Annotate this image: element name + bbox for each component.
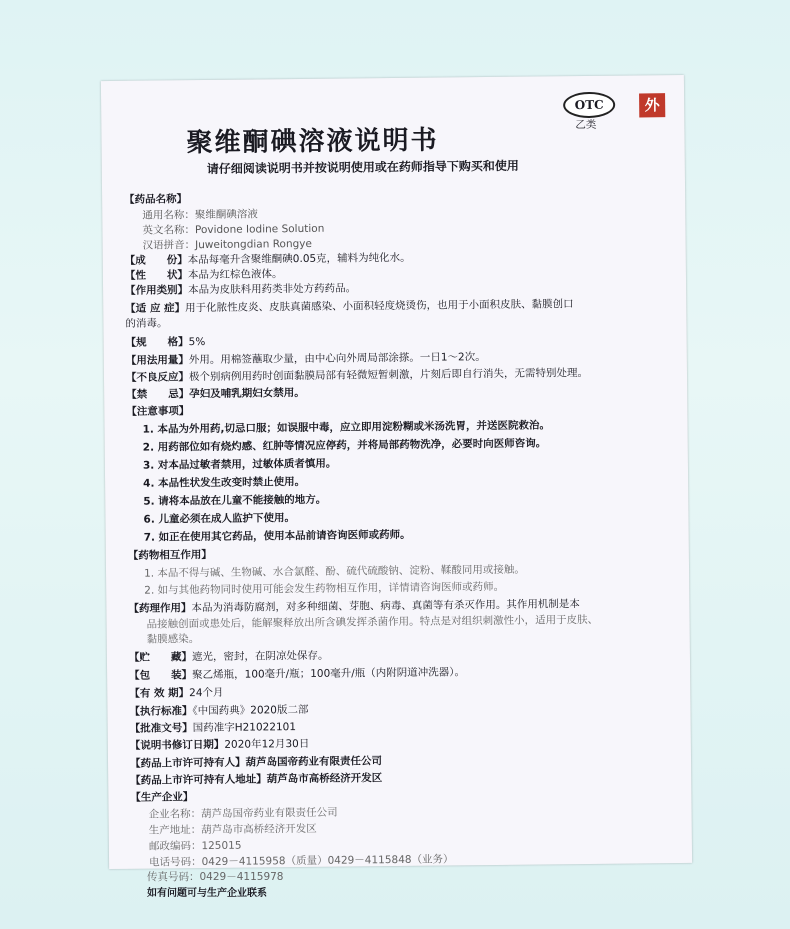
indications-row bbox=[125, 297, 573, 316]
instruction-leaflet bbox=[101, 75, 692, 869]
interaction-item: 1. 本品不得与碱、生物碱、水合氯醛、酚、硫代硫酸钠、淀粉、鞣酸同用或接触。 bbox=[143, 563, 525, 580]
english-name: 英文名称：Povidone Iodine Solution bbox=[142, 222, 325, 237]
package-row bbox=[129, 665, 465, 683]
otc-class-label: 乙类 bbox=[575, 118, 597, 132]
contact-note: 如有问题可与生产企业联系 bbox=[147, 888, 267, 899]
precaution-item: 7. 如正在使用其它药品，使用本品前请咨询医师或药师。 bbox=[143, 528, 411, 544]
approval-row bbox=[130, 720, 296, 736]
composition-text: 本品每毫升含聚维酮碘0.05克，辅料为纯化水。 bbox=[187, 251, 411, 267]
external-use-badge: 外 bbox=[639, 93, 665, 117]
indications-text: 用于化脓性皮炎、皮肤真菌感染、小面积轻度烧烫伤，也用于小面积皮肤、黏膜创口 bbox=[185, 298, 574, 315]
standard-text: 《中国药典》2020版二部 bbox=[192, 703, 309, 718]
precaution-item: 4. 本品性状发生改变时禁止使用。 bbox=[143, 475, 306, 490]
approval-label: 【批准文号】 bbox=[129, 722, 193, 735]
manufacturer-name: 企业名称：葫芦岛国帝药业有限责任公司 bbox=[148, 806, 338, 821]
holder-address-text: 葫芦岛市高桥经济开发区 bbox=[266, 772, 383, 786]
storage-label: 【贮 藏】 bbox=[128, 651, 192, 664]
contra-row bbox=[126, 386, 305, 402]
indications-text-cont: 的消毒。 bbox=[125, 317, 168, 330]
pinyin-name: 汉语拼音：Juweitongdian Rongye bbox=[142, 237, 312, 252]
dosage-row bbox=[126, 350, 486, 368]
approval-text: 国药准字H21022101 bbox=[192, 721, 297, 735]
manufacturer-address: 生产地址：葫芦岛市高桥经济开发区 bbox=[148, 822, 317, 837]
validity-text: 24个月 bbox=[189, 686, 224, 700]
indications-label: 【适 应 症】 bbox=[125, 302, 186, 315]
dosage-text: 外用。用棉签蘸取少量，由中心向外周局部涂搽。一日1～2次。 bbox=[188, 351, 486, 367]
composition-label: 【成 份】 bbox=[124, 254, 188, 267]
composition-row bbox=[125, 251, 411, 268]
pharmacology-label: 【药理作用】 bbox=[128, 602, 192, 615]
adverse-text: 极个别病例用药时创面黏膜局部有轻微短暂刺激，片刻后即自行消失，无需特别处理。 bbox=[188, 366, 589, 384]
spec-label: 【规 格】 bbox=[125, 336, 189, 349]
precautions-label: 【注意事项】 bbox=[126, 405, 190, 418]
validity-label: 【有 效 期】 bbox=[129, 687, 190, 700]
manufacturer-fax: 传真号码：0429－4115978 bbox=[147, 871, 284, 883]
revision-text: 2020年12月30日 bbox=[224, 737, 310, 751]
interaction-item: 2. 如与其他药物同时使用可能会发生药物相互作用，详情请咨询医师或药师。 bbox=[144, 580, 505, 597]
standard-label: 【执行标准】 bbox=[129, 705, 193, 718]
package-label: 【包 装】 bbox=[129, 669, 193, 682]
validity-row bbox=[129, 686, 223, 701]
revision-row bbox=[130, 737, 310, 753]
document-title: 聚维酮碘溶液说明书 bbox=[186, 125, 439, 159]
standard-row bbox=[129, 703, 308, 719]
pharmacology-text-cont: 黏膜感染。 bbox=[146, 633, 200, 646]
common-name: 通用名称：聚维酮碘溶液 bbox=[142, 208, 258, 222]
storage-row bbox=[129, 649, 329, 665]
dosage-label: 【用法用量】 bbox=[125, 354, 189, 367]
adverse-row bbox=[126, 366, 588, 385]
manufacturer-phone: 电话号码：0429－4115958（质量）0429－4115848（业务） bbox=[149, 853, 454, 869]
otc-badge: OTC bbox=[563, 92, 615, 119]
package-text: 聚乙烯瓶，100毫升/瓶；100毫升/瓶（内附阴道冲洗器）。 bbox=[192, 666, 466, 682]
holder-address-row bbox=[130, 771, 382, 788]
pharmacology-text-cont: 品接触创面或患处后，能解聚释放出所含碘发挥杀菌作用。特点是对组织刺激性小，适用于皮肤、 bbox=[146, 613, 599, 631]
precaution-item: 2. 用药部位如有烧灼感、红肿等情况应停药，并将局部药物洗净，必要时向医师咨询。 bbox=[142, 437, 547, 454]
revision-label: 【说明书修订日期】 bbox=[129, 738, 225, 752]
holder-text: 葫芦岛国帝药业有限责任公司 bbox=[245, 755, 383, 769]
adverse-label: 【不良反应】 bbox=[125, 371, 190, 384]
manufacturer-label: 【生产企业】 bbox=[130, 791, 194, 804]
interactions-label: 【药物相互作用】 bbox=[127, 548, 212, 562]
holder-row bbox=[130, 754, 382, 771]
appearance-label: 【性 状】 bbox=[124, 269, 188, 282]
precaution-item: 1. 本品为外用药,切忌口服；如误服中毒，应立即用淀粉糊或米汤洗胃，并送医院救治。 bbox=[142, 419, 551, 436]
manufacturer-postcode: 邮政编码：125015 bbox=[148, 839, 242, 853]
precaution-item: 3. 对本品过敏者禁用，过敏体质者慎用。 bbox=[142, 457, 337, 472]
precaution-item: 6. 儿童必须在成人监护下使用。 bbox=[143, 512, 295, 526]
document-subtitle: 请仔细阅读说明书并按说明使用或在药师指导下购买和使用 bbox=[206, 158, 519, 176]
appearance-row bbox=[125, 267, 283, 283]
pharmacology-text: 本品为消毒防腐剂，对多种细菌、芽胞、病毒、真菌等有杀灭作用。其作用机制是本 bbox=[191, 598, 580, 615]
holder-address-label: 【药品上市许可持有人地址】 bbox=[130, 773, 267, 787]
contra-text: 孕妇及哺乳期妇女禁用。 bbox=[189, 386, 305, 401]
spec-text: 5% bbox=[188, 335, 206, 349]
appearance-text: 本品为红棕色液体。 bbox=[187, 268, 283, 282]
storage-text: 遮光，密封，在阴凉处保存。 bbox=[191, 649, 329, 664]
holder-label: 【药品上市许可持有人】 bbox=[129, 756, 246, 770]
precaution-item: 5. 请将本品放在儿童不能接触的地方。 bbox=[143, 493, 327, 508]
contra-label: 【禁 忌】 bbox=[126, 388, 190, 401]
category-row bbox=[125, 281, 356, 297]
category-text: 本品为皮肤科用药类非处方药药品。 bbox=[188, 282, 357, 297]
drug-name-label: 【药品名称】 bbox=[124, 193, 188, 206]
category-label: 【作用类别】 bbox=[125, 284, 189, 297]
spec-row bbox=[126, 335, 206, 350]
